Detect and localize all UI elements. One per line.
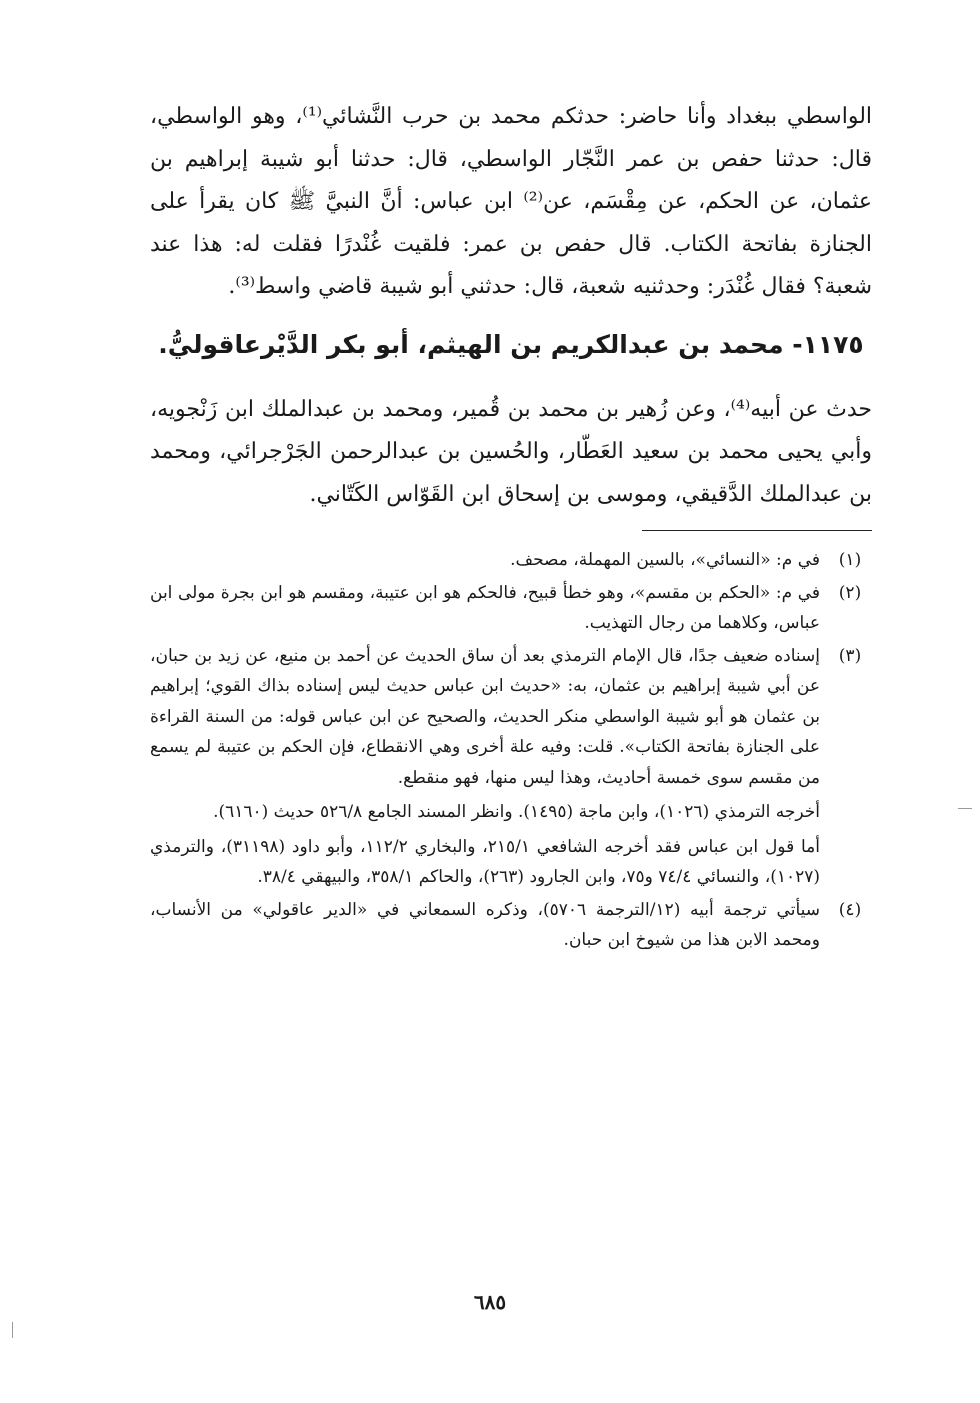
footnote-separator	[642, 530, 872, 531]
footnote-2	[150, 578, 872, 639]
footnote-number: (٤)	[838, 899, 862, 920]
margin-tick	[958, 808, 972, 809]
preceding-entry-paragraph: الواسطي ببغداد وأنا حاضر: حدثكم محمد بن حرب النَّشائي⁽¹⁾، وهو الواسطي، قال: حدثنا حفص بن عمر النَّجّار الواسطي، قال: حدثنا أبو شيبة إبراهيم بن عثمان، عن الحكم، عن مِقْسَم، عن⁽²⁾ ابن عباس: أنَّ النبيَّ ﷺ كان يقرأ على الجنازة بفاتحة الكتاب. قال حفص بن عمر: فلقيت غُنْدرًا فقلت له: هذا عند شعبة؟ فقال غُنْدَر: وحدثنيه شعبة، قال: حدثني أبو شيبة قاضي واسط⁽³⁾.	[150, 104, 873, 299]
footnote-text: في م: «الحكم بن مقسم»، وهو خطأ قبيح، فالحكم هو ابن عتيبة، ومقسم هو ابن بجرة مولى ابن عباس، وكلاهما من رجال التهذيب.	[150, 582, 820, 633]
footnote-3-continuation: أخرجه الترمذي (١٠٢٦)، وابن ماجة (١٤٩٥). وانظر المسند الجامع ٥٢٦/٨ حديث (٦١٦٠).	[213, 802, 820, 822]
entry-paragraph: حدث عن أبيه⁽⁴⁾، وعن زُهير بن محمد بن قُمير، ومحمد بن عبدالملك ابن زَنْجويه، وأبي يحيى محمد بن سعيد العَطّار، والحُسين بن عبدالرحمن الجَرْجرائي، ومحمد بن عبدالملك الدَّقيقي، وموسى بن إسحاق ابن القَوّاس الكَتّاني.	[150, 396, 873, 507]
margin-tick	[12, 1322, 13, 1338]
footnote-text: إسناده ضعيف جدًا، قال الإمام الترمذي بعد أن ساق الحديث عن أحمد بن منيع، عن زيد بن حبان، عن أبي شيبة إبراهيم بن عثمان، به: «حديث ابن عباس حديث ليس إسناده بذاك القوي؛ إبراهيم بن عثمان هو أبو شيبة الواسطي منكر الحديث، والصحيح عن ابن عباس قوله: من السنة القراءة على الجنازة بفاتحة الكتاب». قلت: وفيه علة أخرى وهي الانقطاع، فإن الحكم بن عتيبة لم يسمع من مقسم سوى خمسة أحاديث، وهذا ليس منها، فهو منقطع.	[150, 645, 820, 788]
page-number: ٦٨٥	[473, 1290, 507, 1314]
footnote-4	[150, 895, 872, 956]
footnote-number: (٢)	[838, 582, 862, 603]
footnote-number: (٣)	[838, 645, 862, 666]
footnote-text: سيأتي ترجمة أبيه (١٢/الترجمة ٥٧٠٦)، وذكره السمعاني في «الدير عاقولي» من الأنساب، ومحمد الابن هذا من شيوخ ابن حبان.	[150, 899, 820, 950]
footnote-3	[150, 641, 872, 794]
page-content	[150, 96, 872, 958]
footnote-3-continuation: أما قول ابن عباس فقد أخرجه الشافعي ٢١٥/١، والبخاري ١١٢/٢، وأبو داود (٣١١٩٨)، والترمذي (١٠٢٧)، والنسائي ٧٤/٤ و٧٥، وابن الجارود (٢٦٣)، والحاكم ٣٥٨/١، والبيهقي ٣٨/٤.	[150, 836, 820, 887]
footnote-1	[150, 545, 872, 576]
footnote-text: في م: «النسائي»، بالسين المهملة، مصحف.	[510, 550, 820, 570]
entry-title: ١١٧٥- محمد بن عبدالكريم بن الهيثم، أبو بكر الدَّيْرعاقوليُّ.	[158, 329, 864, 359]
footnotes	[150, 545, 872, 956]
footnote-number: (١)	[838, 550, 862, 570]
